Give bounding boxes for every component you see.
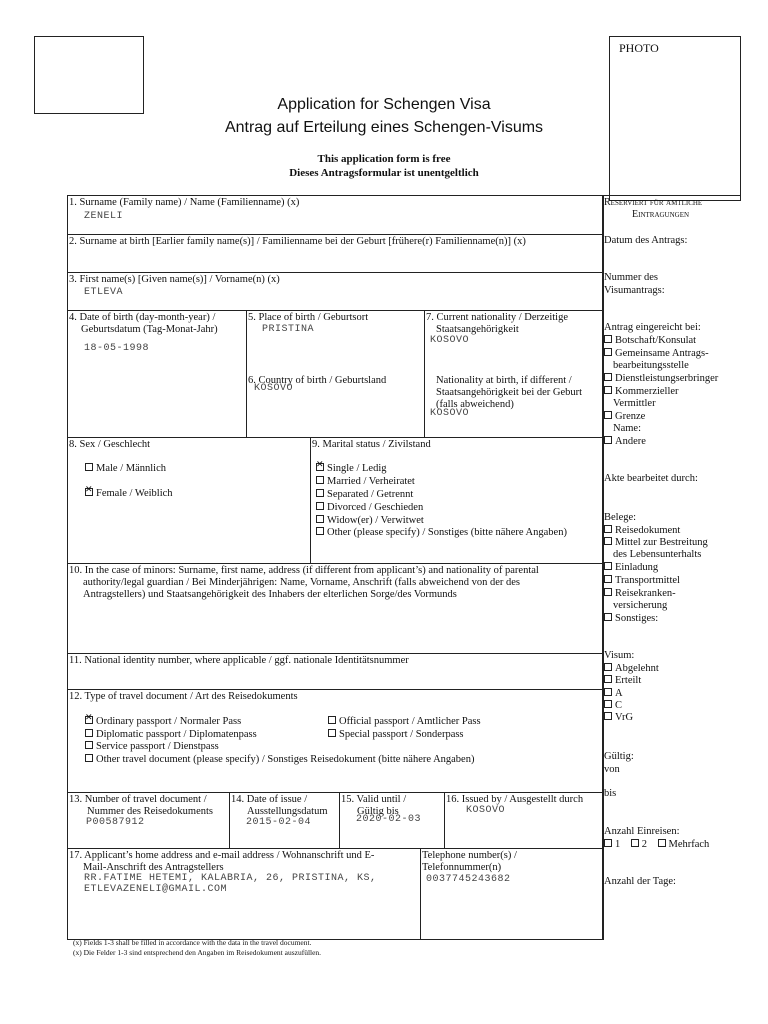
phone-label: Telephone number(s) / <box>422 850 517 861</box>
title-de: Antrag auf Erteilung eines Schengen-Visums <box>224 119 544 136</box>
field-9-label: 9. Marital status / Zivilstand <box>312 439 431 450</box>
field-14-label: 14. Date of issue / <box>231 794 308 805</box>
marital-divorced-option[interactable]: Divorced / Geschieden <box>316 502 423 515</box>
sidebar-datum: Datum des Antrags: <box>604 235 688 246</box>
sidebar-mittel[interactable]: Mittel zur Bestreitung <box>604 537 708 550</box>
field-17-email[interactable]: ETLEVAZENELI@GMAIL.COM <box>84 884 228 895</box>
sex-female-option[interactable]: ✕Female / Weiblich <box>85 488 173 501</box>
field-5-place-of-birth[interactable]: PRISTINA <box>262 324 315 335</box>
checked-checkbox-icon[interactable] <box>316 463 324 471</box>
marital-single-option[interactable]: ✕Single / Ledig <box>316 463 387 476</box>
title-en: Application for Schengen Visa <box>277 96 491 113</box>
field-7-label: 7. Current nationality / Derzeitige <box>426 312 568 323</box>
field-14-date-of-issue[interactable]: 2015-02-04 <box>246 817 312 828</box>
field-17-label-2: Mail-Anschrift des Antragstellers <box>83 862 224 873</box>
field-7-current-nationality[interactable]: KOSOVO <box>430 335 470 346</box>
checkbox-icon[interactable] <box>85 729 93 737</box>
checkbox-icon[interactable] <box>316 489 324 497</box>
field-10-label: 10. In the case of minors: Surname, first name, address (if different from applicant’s) and nationality of parental <box>69 565 539 576</box>
footnote-en: (x) Fields 1-3 shall be filled in accordance with the data in the travel document. <box>73 938 312 947</box>
marital-widow-option[interactable]: Widow(er) / Verwitwet <box>316 515 424 528</box>
sidebar-tage: Anzahl der Tage: <box>604 876 676 887</box>
sidebar-reisekr-2: versicherung <box>613 600 668 611</box>
field-3-first-name[interactable]: ETLEVA <box>84 287 124 298</box>
checkbox-icon[interactable] <box>604 537 612 545</box>
field-16-label: 16. Issued by / Ausgestellt durch <box>446 794 584 805</box>
field-15-label: 15. Valid until / <box>341 794 407 805</box>
field-17-address[interactable]: RR.FATIME HETEMI, KALABRIA, 26, PRISTINA, KS, <box>84 873 377 884</box>
field-7-nationality-at-birth[interactable]: KOSOVO <box>430 408 470 419</box>
marital-other-option[interactable]: Other (please specify) / Sonstiges (bitte nähere Angaben) <box>316 527 567 540</box>
doc-diplomatic-option[interactable]: Diplomatic passport / Diplomatenpass <box>85 729 257 742</box>
field-8-label: 8. Sex / Geschlecht <box>69 439 151 450</box>
field-6-country-of-birth[interactable]: KOSOVO <box>254 383 294 394</box>
field-12-label: 12. Type of travel document / Art des Reisedokuments <box>69 691 298 702</box>
sidebar-transport[interactable]: Transportmittel <box>604 575 680 588</box>
field-1-label: 1. Surname (Family name) / Name (Familienname) (x) <box>69 197 300 208</box>
checkbox-icon[interactable] <box>85 463 93 471</box>
field-5-label: 5. Place of birth / Geburtsort <box>248 312 369 323</box>
checkbox-icon[interactable] <box>604 712 612 720</box>
field-17-label: 17. Applicant’s home address and e-mail address / Wohnanschrift und E- <box>69 850 375 861</box>
sidebar-dienst[interactable]: Dienstleistungserbringer <box>604 373 718 386</box>
field-16-issued-by[interactable]: KOSOVO <box>466 805 506 816</box>
sidebar-gemeinsame[interactable]: Gemeinsame Antrags- <box>604 348 709 361</box>
checkbox-icon[interactable] <box>328 716 336 724</box>
checkbox-icon[interactable] <box>604 700 612 708</box>
doc-official-option[interactable]: Official passport / Amtlicher Pass <box>328 716 481 729</box>
sidebar-header-2: Eintragungen <box>632 209 690 220</box>
field-14-label-de: Ausstellungsdatum <box>247 806 328 817</box>
field-6-label: 6. Country of birth / Geburtsland <box>248 375 387 386</box>
checkbox-icon[interactable] <box>604 688 612 696</box>
checkbox-icon[interactable] <box>316 476 324 484</box>
field-10-label-3: Antragstellers) und Staatsangehörigkeit des Inhabers der elterlichen Sorge/des Vormunds <box>83 589 457 600</box>
checkbox-icon[interactable] <box>604 839 612 847</box>
doc-service-option[interactable]: Service passport / Dienstpass <box>85 741 219 754</box>
sidebar-header: Reserviert für amtliche <box>604 197 703 208</box>
field-7-birth-label-note: (falls abweichend) <box>436 399 514 410</box>
checkbox-icon[interactable] <box>604 675 612 683</box>
sidebar-akte: Akte bearbeitet durch: <box>604 473 698 484</box>
checkbox-icon[interactable] <box>604 411 612 419</box>
field-15-valid-until[interactable]: 2020-02-03 <box>356 814 422 825</box>
free-de: Dieses Antragsformular ist unentgeltlich <box>289 167 479 179</box>
sidebar-von: von <box>604 764 620 775</box>
sidebar-einreisen: Anzahl Einreisen: <box>604 826 680 837</box>
sidebar-visa-c[interactable]: C <box>604 700 622 713</box>
doc-special-option[interactable]: Special passport / Sonderpass <box>328 729 464 742</box>
sidebar-reisedok[interactable]: Reisedokument <box>604 525 680 538</box>
field-13-label-de: Nummer des Reisedokuments <box>87 806 213 817</box>
field-4-date-of-birth[interactable]: 18-05-1998 <box>84 343 150 354</box>
doc-other-option[interactable]: Other travel document (please specify) / Sonstiges Reisedokument (bitte nähere Angaben) <box>85 754 474 767</box>
checkbox-icon[interactable] <box>328 729 336 737</box>
field-3-label: 3. First name(s) [Given name(s)] / Vorname(n) (x) <box>69 274 280 285</box>
field-1-surname[interactable]: ZENELI <box>84 211 124 222</box>
field-13-document-number[interactable]: P00587912 <box>86 817 145 828</box>
checkbox-icon[interactable] <box>316 515 324 523</box>
sidebar-grenze[interactable]: Grenze <box>604 411 645 424</box>
checkbox-icon[interactable] <box>604 335 612 343</box>
field-7-birth-label: Nationality at birth, if different / <box>436 375 572 386</box>
field-4-label-de: Geburtsdatum (Tag-Monat-Jahr) <box>81 324 218 335</box>
field-11-label: 11. National identity number, where applicable / ggf. nationale Identitätsnummer <box>69 655 409 666</box>
checkbox-icon[interactable] <box>658 839 666 847</box>
sidebar-abgelehnt[interactable]: Abgelehnt <box>604 663 659 676</box>
sidebar-mittel-2: des Lebensunterhalts <box>613 549 702 560</box>
sidebar-erteilt[interactable]: Erteilt <box>604 675 641 688</box>
checkbox-icon[interactable] <box>604 613 612 621</box>
sidebar-gemeinsame-2: bearbeitungsstelle <box>613 360 689 371</box>
sidebar-einladung[interactable]: Einladung <box>604 562 658 575</box>
checkbox-icon[interactable] <box>316 502 324 510</box>
photo-label: PHOTO <box>619 41 659 55</box>
checkbox-icon[interactable] <box>604 436 612 444</box>
sex-male-option[interactable]: Male / Männlich <box>85 463 166 476</box>
sidebar-bis: bis <box>604 788 617 799</box>
sidebar-sonstiges[interactable]: Sonstiges: <box>604 613 658 626</box>
sidebar-reisekr[interactable]: Reisekranken- <box>604 588 676 601</box>
doc-ordinary-option[interactable]: ✕Ordinary passport / Normaler Pass <box>85 716 241 729</box>
sidebar-belege: Belege: <box>604 512 637 523</box>
checkbox-icon[interactable] <box>85 741 93 749</box>
footnote-de: (x) Die Felder 1-3 sind entsprechend den Angaben im Reisedokument auszufüllen. <box>73 948 322 957</box>
checked-checkbox-icon[interactable] <box>85 716 93 724</box>
checkbox-icon[interactable] <box>604 348 612 356</box>
sidebar-eingereicht: Antrag eingereicht bei: <box>604 322 701 333</box>
sidebar-kommerz[interactable]: Kommerzieller <box>604 386 679 399</box>
sidebar-nummer-2: Visumantrags: <box>604 285 665 296</box>
sidebar-grenze-2: Name: <box>613 423 641 434</box>
phone-label-de: Telefonnummer(n) <box>422 862 502 873</box>
checkbox-icon[interactable] <box>604 575 612 583</box>
field-7-label-de: Staatsangehörigkeit <box>436 324 519 335</box>
sidebar-visa-vtg[interactable]: VrG <box>604 712 633 725</box>
field-10-label-2: authority/legal guardian / Bei Minderjährigen: Name, Vorname, Anschrift (falls abweichend von der des <box>83 577 520 588</box>
sidebar-entries: 1 2 Mehrfach <box>604 839 709 852</box>
checkbox-icon[interactable] <box>604 663 612 671</box>
checkbox-icon[interactable] <box>604 562 612 570</box>
sidebar-nummer: Nummer des <box>604 272 658 283</box>
checkbox-icon[interactable] <box>604 373 612 381</box>
checkbox-icon[interactable] <box>604 525 612 533</box>
sidebar-kommerz-2: Vermittler <box>613 398 656 409</box>
sidebar-visum: Visum: <box>604 650 635 661</box>
sidebar-andere[interactable]: Andere <box>604 436 646 449</box>
sidebar-gueltig: Gültig: <box>604 751 634 762</box>
field-15-label-de: Gültig bis <box>357 806 399 817</box>
field-4-label: 4. Date of birth (day-month-year) / <box>69 312 216 323</box>
field-13-label: 13. Number of travel document / <box>69 794 207 805</box>
marital-married-option[interactable]: Married / Verheiratet <box>316 476 415 489</box>
marital-separated-option[interactable]: Separated / Getrennt <box>316 489 413 502</box>
field-7-birth-label-de: Staatsangehörigkeit bei der Geburt <box>436 387 583 398</box>
checkbox-icon[interactable] <box>631 839 639 847</box>
checkbox-icon[interactable] <box>85 754 93 762</box>
checkbox-icon[interactable] <box>604 386 612 394</box>
checkbox-icon[interactable] <box>604 588 612 596</box>
checked-checkbox-icon[interactable] <box>85 488 93 496</box>
phone-number[interactable]: 0037745243682 <box>426 874 511 885</box>
sidebar-botschaft[interactable]: Botschaft/Konsulat <box>604 335 696 348</box>
sidebar-visa-a[interactable]: A <box>604 688 623 701</box>
field-2-label: 2. Surname at birth [Earlier family name(s)] / Familienname bei der Geburt [frühere(r) Familienname(n)] (x) <box>69 236 526 247</box>
checkbox-icon[interactable] <box>316 527 324 535</box>
free-en: This application form is free <box>317 153 451 165</box>
